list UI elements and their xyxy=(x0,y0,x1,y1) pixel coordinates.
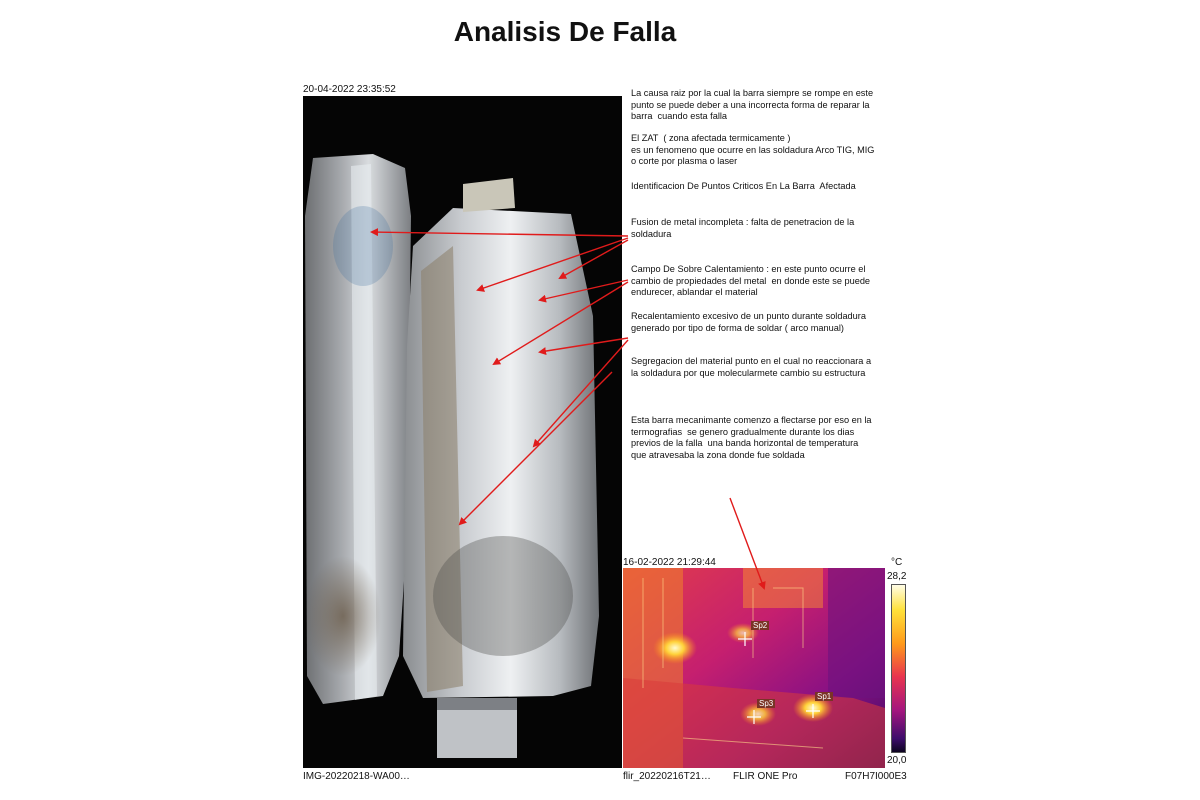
thermal-image xyxy=(623,568,885,768)
thermal-scale-min: 20,0 xyxy=(887,755,907,766)
photo-timestamp: 20-04-2022 23:35:52 xyxy=(303,84,396,95)
note-root-cause: La causa raiz por la cual la barra siempre se rompe en este punto se puede deber a una incorrecta forma de reparar la barra cuando esta falla xyxy=(631,88,874,122)
thermal-unit: °C xyxy=(891,557,903,568)
note-zat: El ZAT ( zona afectada termicamente ) es un fenomeno que ocurre en las soldadura Arco TIG, MIG o corte por plasma o laser xyxy=(631,133,875,167)
note-critical-points: Identificacion De Puntos Criticos En La Barra Afectada xyxy=(631,181,856,191)
note-fusion: Fusion de metal incompleta : falta de penetracion de la soldadura xyxy=(631,217,855,239)
thermal-timestamp: 16-02-2022 21:29:44 xyxy=(623,557,716,568)
spot-sp3: Sp3 xyxy=(759,699,774,708)
note-bending: Esta barra mecanimante comenzo a flectarse por eso en la termografias se genero gradualmente durante los dias previos de la falla una banda horizontal de temperatura que atravesaba la zona donde fue soldada xyxy=(631,415,872,460)
thermal-camera: FLIR ONE Pro xyxy=(733,771,798,782)
page-title: Analisis De Falla xyxy=(453,16,677,47)
note-overheating: Campo De Sobre Calentamiento : en este punto ocurre el cambio de propiedades del metal en donde este se puede endurecer, ablandar el material xyxy=(631,264,871,298)
note-reheating: Recalentamiento excesivo de un punto durante soldadura generado por tipo de forma de soldar ( arco manual) xyxy=(631,311,866,333)
thermal-scale-max: 28,2 xyxy=(887,571,907,582)
spot-sp1: Sp1 xyxy=(817,692,832,701)
thermal-color-scale xyxy=(891,584,906,753)
note-segregation: Segregacion del material punto en el cual no reaccionara a la soldadura por que molecularmete cambio su estructura xyxy=(631,356,872,378)
spot-sp2: Sp2 xyxy=(753,621,768,630)
metal-bar-photo xyxy=(303,96,622,768)
thermal-filename: flir_20220216T21… xyxy=(623,771,711,782)
thermal-serial: F07H7I000E3 xyxy=(845,771,907,782)
photo-filename: IMG-20220218-WA00… xyxy=(303,771,410,782)
